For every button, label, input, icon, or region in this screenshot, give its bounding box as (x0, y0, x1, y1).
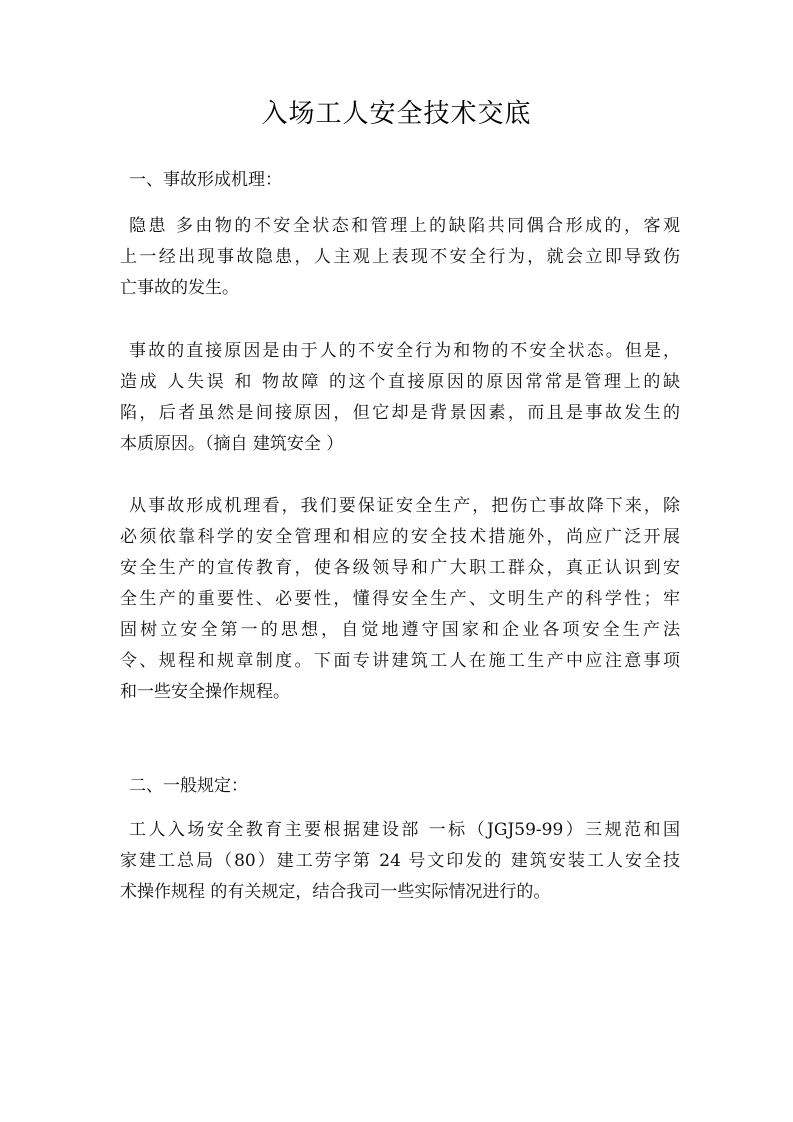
paragraph-line: 固树立安全第一的思想，自觉地遵守国家和企业各项安全生产法 (120, 620, 680, 640)
paragraph-line: 安全生产的宣传教育，使各级领导和广大职工群众，真正认识到安 (120, 558, 680, 578)
paragraph-line: 工人入场安全教育主要根据建设部 一标（JGJ59-99）三规范和国 (129, 820, 680, 840)
section-heading-2: 二、一般规定： (129, 776, 248, 796)
paragraph-line: 上一经出现事故隐患，人主观上表现不安全行为，就会立即导致伤 (120, 247, 680, 267)
paragraph-4 (120, 815, 680, 908)
paragraph-line: 亡事故的发生。 (120, 278, 239, 298)
paragraph-3 (120, 491, 680, 708)
paragraph-line: 事故的直接原因是由于人的不安全行为和物的不安全状态。但是， (129, 341, 680, 361)
paragraph-2 (120, 336, 680, 460)
paragraph-line: 术操作规程 的有关规定，结合我司一些实际情况进行的。 (120, 882, 551, 902)
paragraph-line: 造成 人失误 和 物故障 的这个直接原因的原因常常是管理上的缺 (120, 372, 680, 392)
paragraph-line: 本质原因。（摘自 建筑安全 ） (120, 434, 344, 454)
paragraph-1 (120, 211, 680, 304)
section-heading-1: 一、事故形成机理： (129, 170, 282, 190)
paragraph-line: 令、规程和规章制度。下面专讲建筑工人在施工生产中应注意事项 (120, 651, 680, 671)
paragraph-line: 和一些安全操作规程。 (120, 682, 290, 702)
paragraph-line: 家建工总局（80）建工劳字第 24 号文印发的 建筑安装工人安全技 (120, 851, 680, 871)
paragraph-line: 陷，后者虽然是间接原因，但它却是背景因素，而且是事故发生的 (120, 403, 680, 423)
document-title: 入场工人安全技术交底 (261, 99, 532, 129)
paragraph-line: 从事故形成机理看，我们要保证安全生产，把伤亡事故降下来，除 (129, 496, 680, 516)
paragraph-line: 全生产的重要性、必要性，懂得安全生产、文明生产的科学性；牢 (120, 589, 680, 609)
paragraph-line: 隐患 多由物的不安全状态和管理上的缺陷共同偶合形成的，客观 (129, 216, 680, 236)
paragraph-line: 必须依靠科学的安全管理和相应的安全技术措施外，尚应广泛开展 (120, 527, 680, 547)
